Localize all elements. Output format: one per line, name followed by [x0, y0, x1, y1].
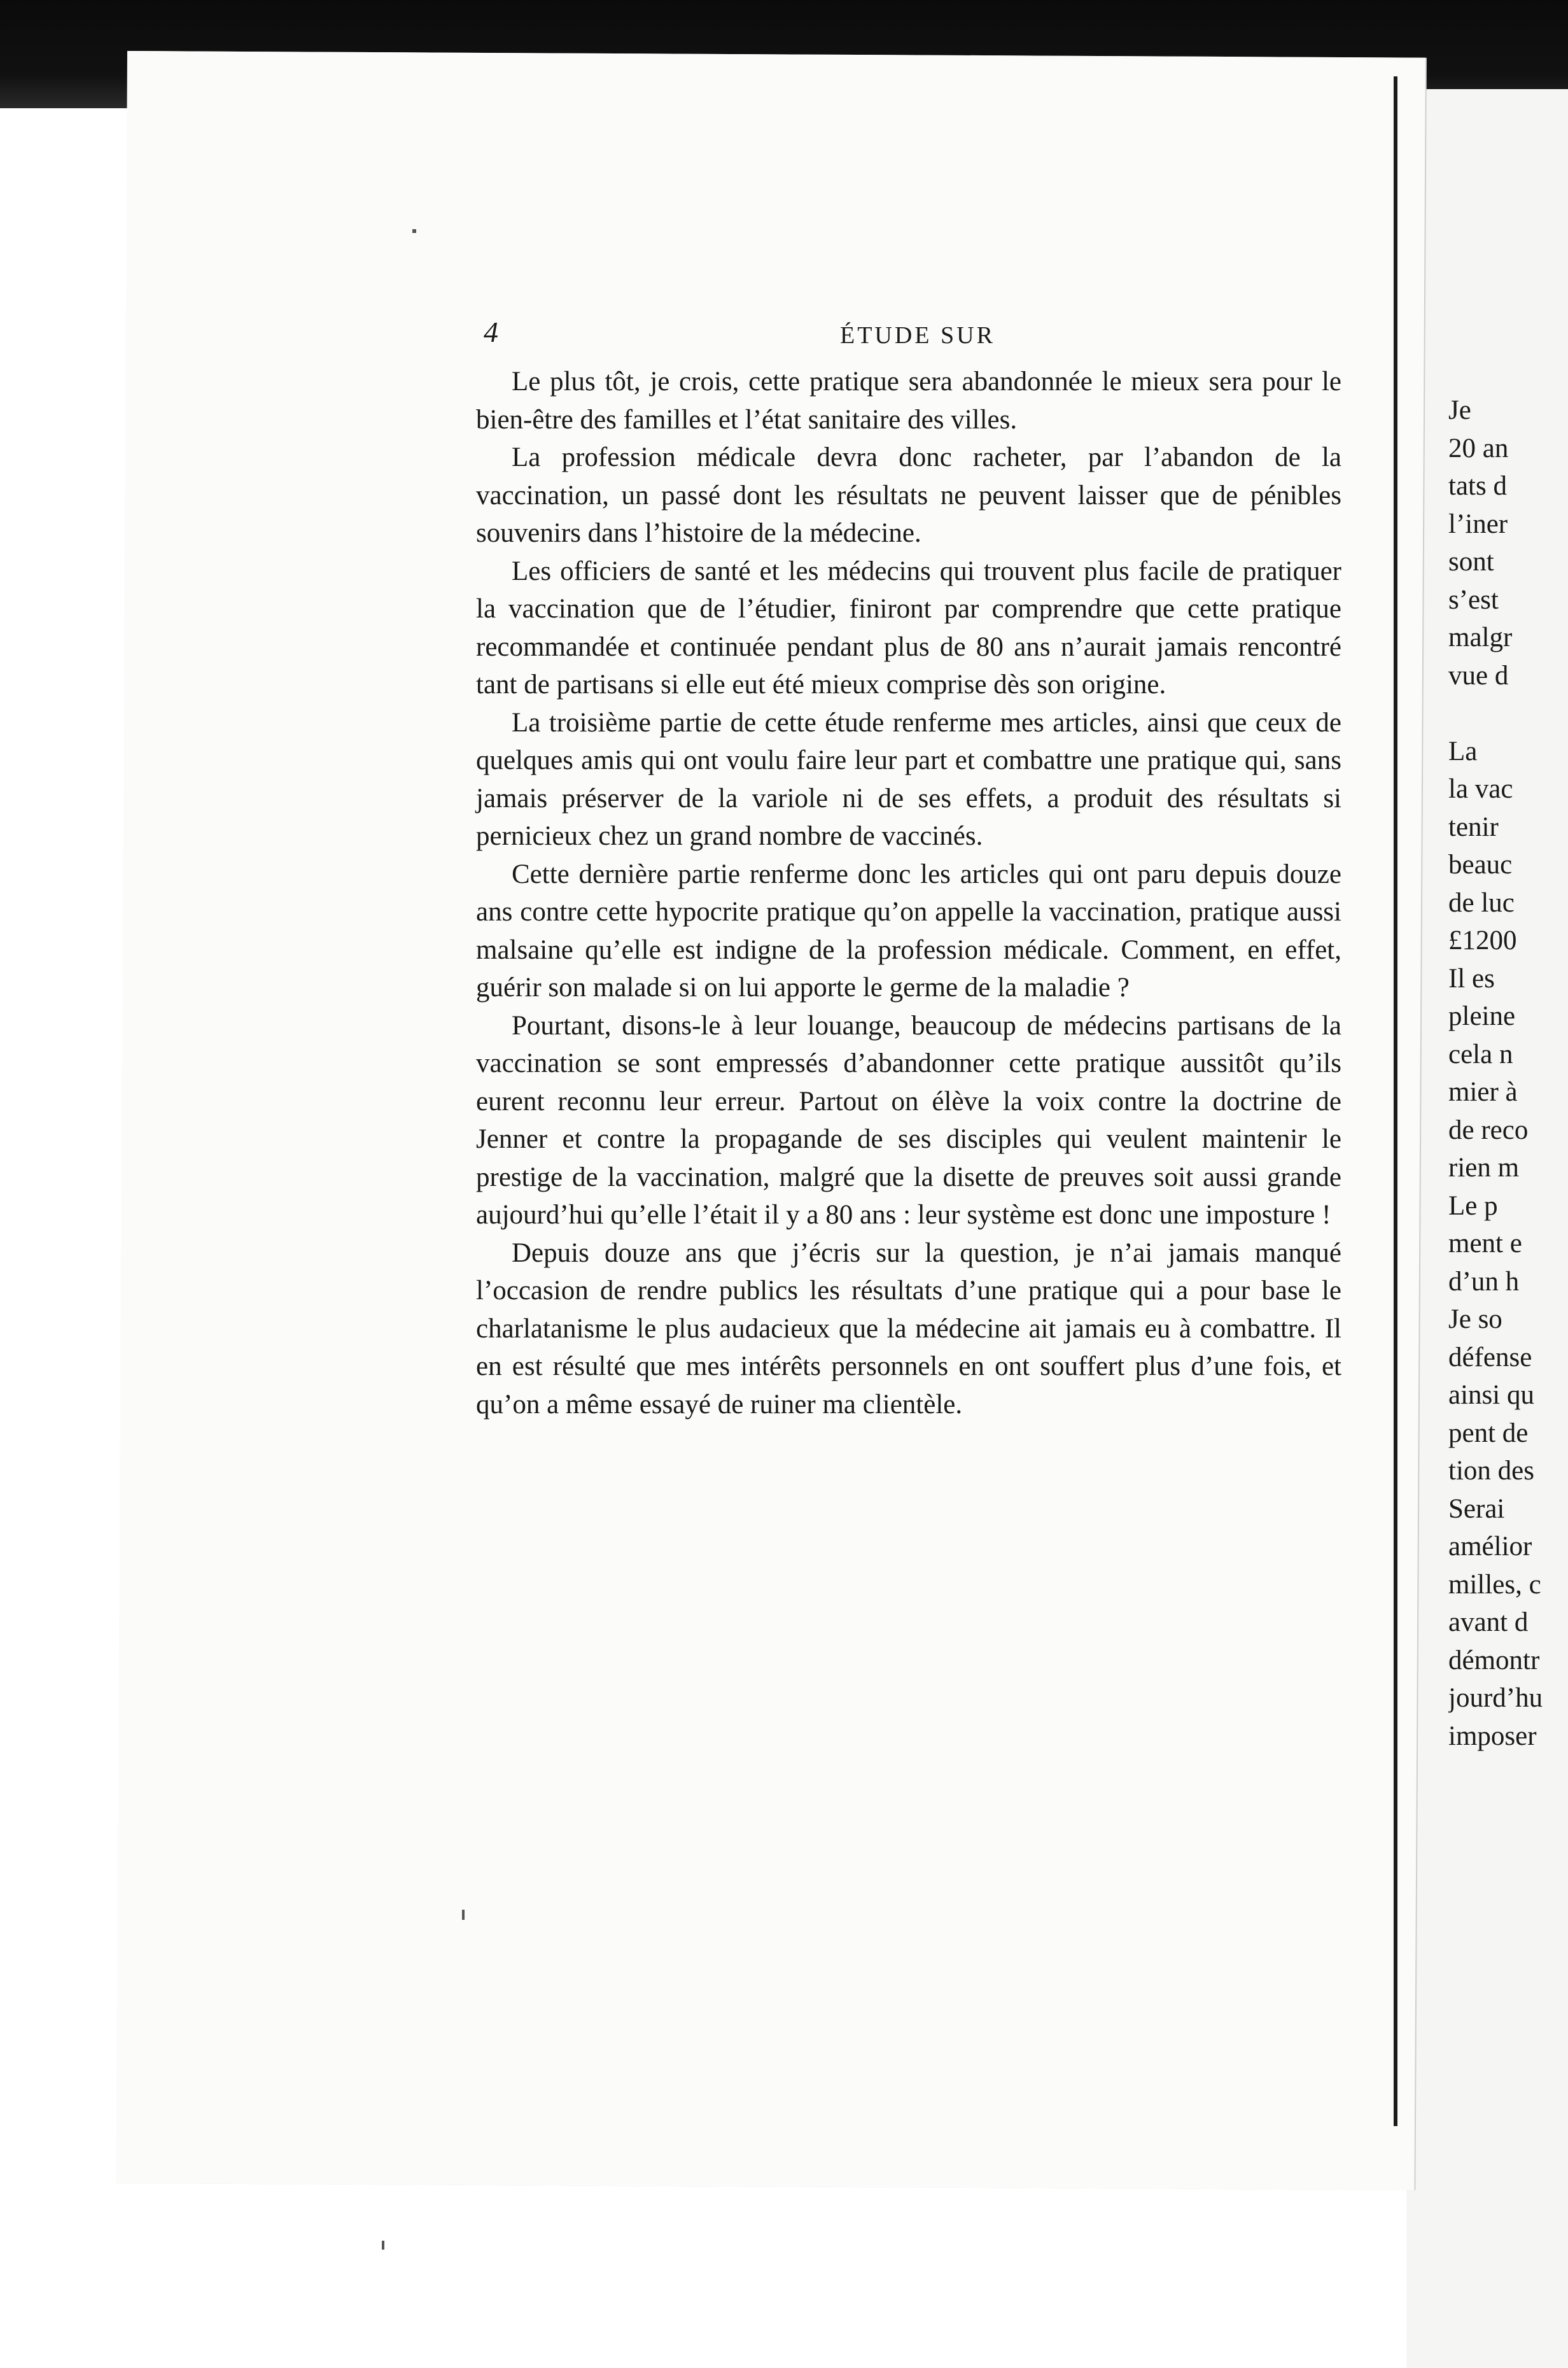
facing-page-line: avant d: [1448, 1607, 1529, 1637]
scan-speck: [462, 1910, 465, 1920]
facing-page-line: l’iner: [1448, 509, 1508, 539]
paragraph: Cette dernière partie renferme donc les articles qui ont paru depuis douze ans contre cette hypocrite pratique qu’on appelle la vaccination, pratique aussi malsaine qu’elle est indigne de la profession médicale. Comment, en effet, guérir son malade si on lui apporte le germe de la maladie ?: [476, 859, 1341, 1003]
page-gutter-edge: [1394, 76, 1397, 2126]
facing-page-line: amélior: [1448, 1532, 1532, 1561]
paragraph: Pourtant, disons-le à leur louange, beaucoup de médecins partisans de la vaccination se sont empressés d’abandonner cette pratique aussitôt qu’ils eurent reconnu leur erreur. Partout on élève la voix contre la doctrine de Jenner et contre la propagande de ses disciples qui veulent maintenir le prestige de la vaccination, malgré que la disette de preuves soit aussi grande aujourd’hui qu’elle l’était il y a 80 ans : leur système est donc une imposture !: [476, 1010, 1341, 1230]
paragraph: La troisième partie de cette étude renferme mes articles, ainsi que ceux de quelques amis qui ont voulu faire leur part et combattre une pratique qui, sans jamais préserver de la variole ni de ses effets, a produit des résultats si pernicieux chez un grand nombre de vaccinés.: [476, 707, 1341, 851]
body-text: [476, 363, 1341, 1423]
facing-page-line: tats d: [1448, 471, 1507, 501]
facing-page-line: Le p: [1448, 1190, 1498, 1221]
facing-page-line: tion des: [1448, 1456, 1534, 1486]
facing-page-line: beauc: [1448, 850, 1513, 880]
facing-page-line: sont: [1448, 547, 1494, 577]
facing-page-line: La: [1448, 736, 1478, 766]
facing-page-line: cela n: [1448, 1039, 1513, 1069]
paragraph: La profession médicale devra donc racheter, par l’abandon de la vaccination, un passé dont les résultats ne peuvent laisser que de pénibles souvenirs dans l’histoire de la médecine.: [476, 442, 1341, 548]
facing-page-line: pleine: [1448, 1001, 1516, 1031]
running-head-title: ÉTUDE SUR: [840, 322, 995, 349]
facing-page-line: Je: [1448, 395, 1471, 425]
scan-speck: [382, 2241, 384, 2250]
facing-page-line: la vac: [1448, 774, 1513, 804]
facing-page-line: milles, c: [1448, 1569, 1541, 1600]
facing-page-line: d’un h: [1448, 1266, 1520, 1297]
scan-speck: [412, 229, 416, 233]
facing-page-line: ainsi qu: [1448, 1380, 1534, 1410]
facing-page-line: imposer: [1448, 1721, 1537, 1751]
facing-page-line: Il es: [1448, 963, 1495, 994]
facing-page-line: pent de: [1448, 1418, 1529, 1448]
facing-page-line: [1448, 694, 1568, 733]
facing-page-line: s’est: [1448, 584, 1499, 615]
facing-page-line: jourd’hu: [1448, 1683, 1543, 1713]
paragraph: Depuis douze ans que j’écris sur la question, je n’ai jamais manqué l’occasion de rendre publics les résultats d’une pratique qui a pour base le charlatanisme le plus audacieux que la médecine ait jamais eu à combattre. Il en est résulté que mes intérêts personnels en ont souffert plus d’une fois, et qu’on a même essayé de ruiner ma clientèle.: [476, 1237, 1341, 1420]
facing-page-line: mier à: [1448, 1077, 1518, 1107]
page-number: 4: [484, 316, 498, 348]
facing-page-line: malgr: [1448, 623, 1513, 652]
facing-page-line: de luc: [1448, 887, 1515, 918]
facing-page-line: rien m: [1448, 1153, 1520, 1183]
facing-page-line: défense: [1448, 1342, 1532, 1372]
facing-page-line: démontr: [1448, 1645, 1540, 1675]
paragraph: Les officiers de santé et les médecins qui trouvent plus facile de pratiquer la vaccination que de l’étudier, finiront par comprendre que cette pratique recommandée et continuée pendant plus de 80 ans n’aurait jamais rencontré tant de partisans si elle eut été mieux comprise dès son origine.: [476, 556, 1341, 700]
facing-page-text: [1448, 391, 1568, 1755]
running-head: [484, 315, 1247, 353]
paragraph: Le plus tôt, je crois, cette pratique sera abandonnée le mieux sera pour le bien-être des familles et l’état sanitaire des villes.: [476, 367, 1341, 435]
facing-page-line: vue d: [1448, 660, 1509, 691]
facing-page-line: ment e: [1448, 1229, 1522, 1258]
facing-page-line: tenir: [1448, 812, 1499, 842]
facing-page-line: 20 an: [1448, 433, 1509, 463]
facing-page-line: de reco: [1448, 1115, 1529, 1145]
facing-page-line: Je so: [1448, 1304, 1502, 1334]
facing-page-line: £1200: [1448, 926, 1517, 955]
facing-page-line: Serai: [1448, 1493, 1505, 1524]
